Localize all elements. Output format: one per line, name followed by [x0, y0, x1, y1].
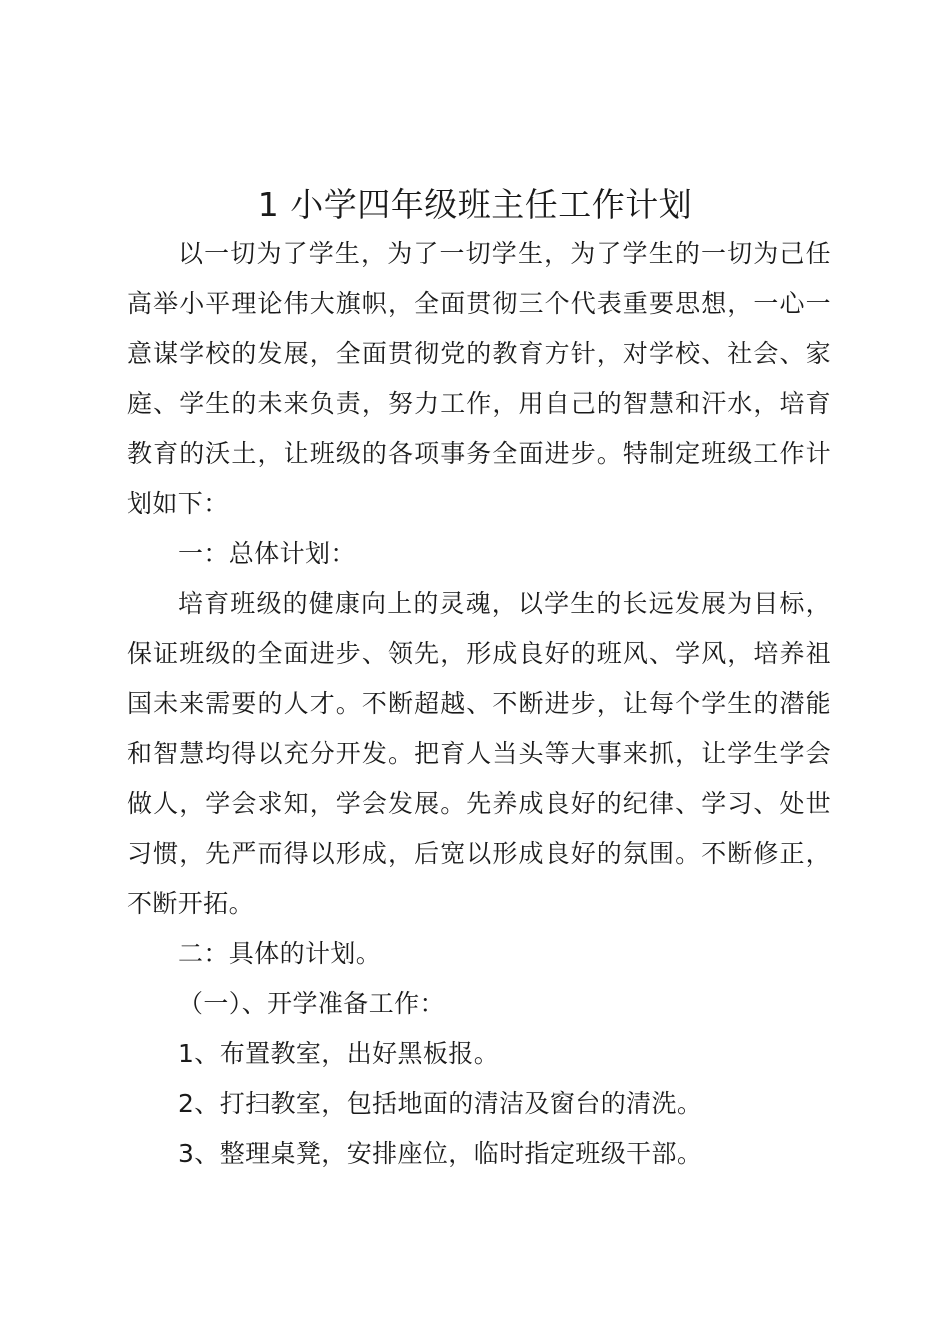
document-title: 1 小学四年级班主任工作计划	[257, 185, 693, 224]
paragraph-line: 划如下：	[127, 489, 229, 518]
section-heading: 二：具体的计划。	[178, 939, 382, 968]
paragraph-line: 庭、学生的未来负责，努力工作，用自己的智慧和汗水，培育	[127, 389, 831, 418]
subsection-heading: （一）、开学准备工作：	[178, 989, 445, 1018]
paragraph-line: 和智慧均得以充分开发。把育人当头等大事来抓，让学生学会	[127, 739, 831, 768]
list-item: 3、整理桌凳，安排座位，临时指定班级干部。	[178, 1139, 703, 1168]
paragraph-line: 教育的沃土，让班级的各项事务全面进步。特制定班级工作计	[127, 439, 831, 468]
paragraph-line: 国未来需要的人才。不断超越、不断进步，让每个学生的潜能	[127, 689, 831, 718]
paragraph-line: 习惯，先严而得以形成，后宽以形成良好的氛围。不断修正，	[127, 839, 831, 868]
paragraph-line: 做人，学会求知，学会发展。先养成良好的纪律、学习、处世	[127, 789, 831, 818]
paragraph-line: 高举小平理论伟大旗帜，全面贯彻三个代表重要思想，一心一	[127, 289, 831, 318]
list-item: 2、打扫教室，包括地面的清洁及窗台的清洗。	[178, 1089, 703, 1118]
paragraph-line: 以一切为了学生，为了一切学生，为了学生的一切为己任	[178, 239, 831, 268]
list-item: 1、布置教室，出好黑板报。	[178, 1039, 500, 1068]
section-heading: 一：总体计划：	[178, 539, 356, 568]
paragraph-line: 不断开拓。	[127, 889, 255, 918]
paragraph-line: 意谋学校的发展，全面贯彻党的教育方针，对学校、社会、家	[127, 339, 831, 368]
paragraph-line: 保证班级的全面进步、领先，形成良好的班风、学风，培养祖	[127, 639, 831, 668]
paragraph-line: 培育班级的健康向上的灵魂，以学生的长远发展为目标，	[178, 589, 831, 618]
